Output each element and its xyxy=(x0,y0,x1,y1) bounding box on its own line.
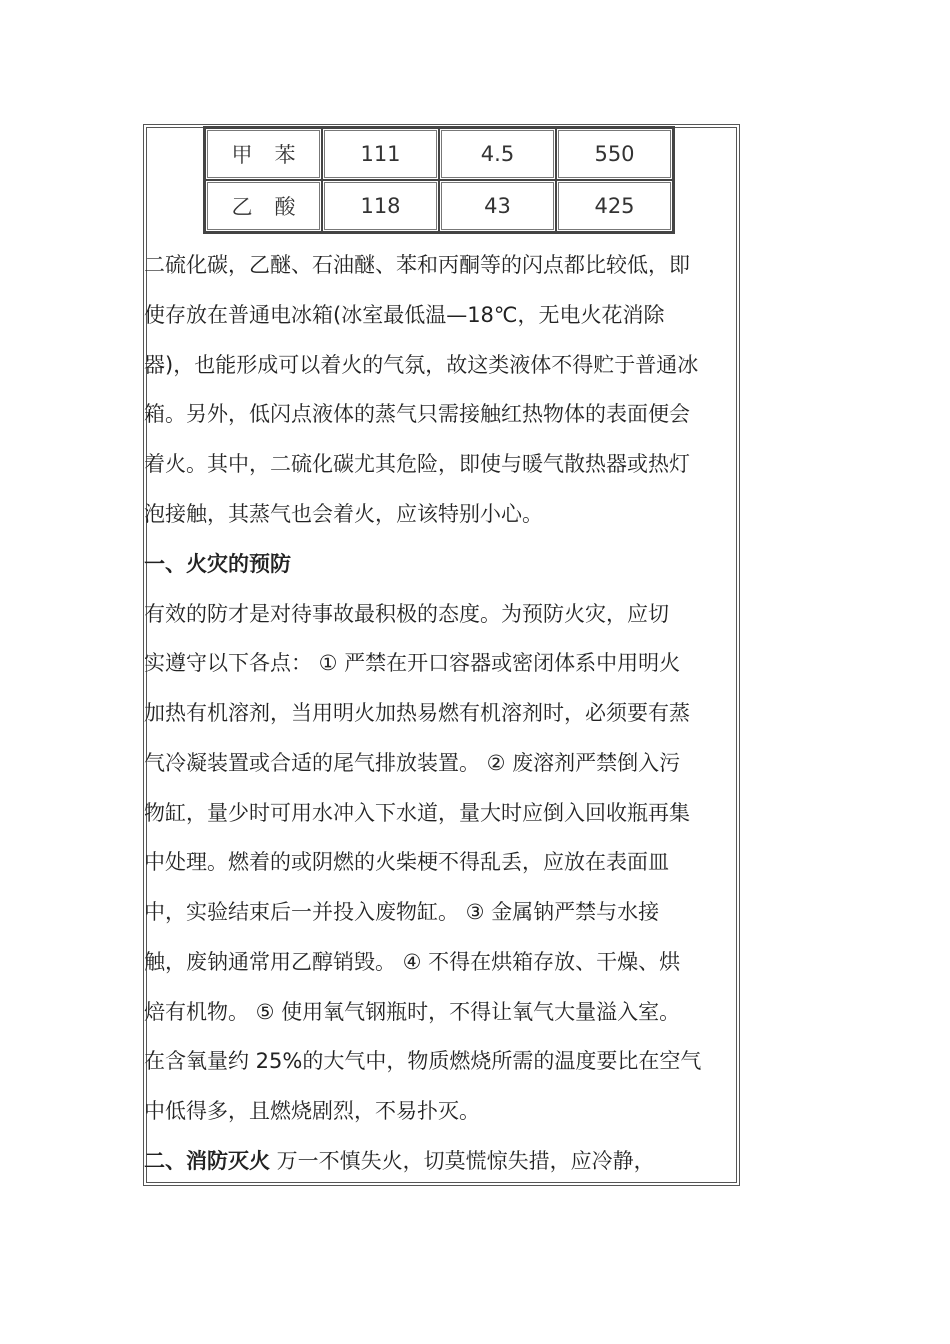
section-heading-firefighting: 二、消防灭火 xyxy=(144,1149,270,1173)
paragraph-line: 加热有机溶剂，当用明火加热易燃有机溶剂时，必须要有蒸 xyxy=(144,701,690,725)
paragraph-line: 有效的防才是对待事故最积极的态度。为预防火灾，应切 xyxy=(144,602,669,626)
paragraph-line: 中低得多，且燃烧剧烈，不易扑灭。 xyxy=(144,1099,480,1123)
table-cell: 425 xyxy=(556,180,673,232)
table-cell: 111 xyxy=(322,128,439,180)
paragraph-line: 器)，也能形成可以着火的气氛，故这类液体不得贮于普通冰 xyxy=(144,353,699,377)
flash-point-table xyxy=(203,126,675,234)
paragraph-line: 焙有机物。 ⑤ 使用氧气钢瓶时，不得让氧气大量溢入室。 xyxy=(144,1000,681,1024)
section-heading-fire-prevention: 一、火灾的预防 xyxy=(144,552,291,576)
paragraph-line: 使存放在普通电冰箱(冰室最低温—18℃，无电火花消除 xyxy=(144,303,665,327)
table-cell: 43 xyxy=(439,180,556,232)
paragraph-line: 二硫化碳，乙醚、石油醚、苯和丙酮等的闪点都比较低，即 xyxy=(144,253,690,277)
paragraph-line: 中，实验结束后一并投入废物缸。 ③ 金属钠严禁与水接 xyxy=(144,900,660,924)
table-cell: 118 xyxy=(322,180,439,232)
paragraph-line: 箱。另外，低闪点液体的蒸气只需接触红热物体的表面便会 xyxy=(144,402,690,426)
table-row xyxy=(205,128,673,180)
substance-name-cell: 甲苯 xyxy=(205,128,322,180)
paragraph-line: 在含氧量约 25%的大气中，物质燃烧所需的温度要比在空气 xyxy=(144,1049,702,1073)
paragraph-line: 气冷凝装置或合适的尾气排放装置。 ② 废溶剂严禁倒入污 xyxy=(144,751,681,775)
paragraph-line: 触，废钠通常用乙醇销毁。 ④ 不得在烘箱存放、干燥、烘 xyxy=(144,950,681,974)
paragraph-line: 着火。其中，二硫化碳尤其危险，即使与暖气散热器或热灯 xyxy=(144,452,690,476)
table-cell: 550 xyxy=(556,128,673,180)
table-cell: 4.5 xyxy=(439,128,556,180)
section-firefighting-text: 万一不慎失火，切莫慌惊失措，应冷静， xyxy=(270,1149,655,1173)
substance-name-cell: 乙酸 xyxy=(205,180,322,232)
paragraph-line: 泡接触，其蒸气也会着火，应该特别小心。 xyxy=(144,502,543,526)
section-firefighting-line xyxy=(144,1146,740,1176)
paragraph-line: 中处理。燃着的或阴燃的火柴梗不得乱丢，应放在表面皿 xyxy=(144,850,669,874)
paragraph-line: 物缸，量少时可用水冲入下水道，量大时应倒入回收瓶再集 xyxy=(144,801,690,825)
paragraph-line: 实遵守以下各点： ① 严禁在开口容器或密闭体系中用明火 xyxy=(144,651,681,675)
table-row xyxy=(205,180,673,232)
